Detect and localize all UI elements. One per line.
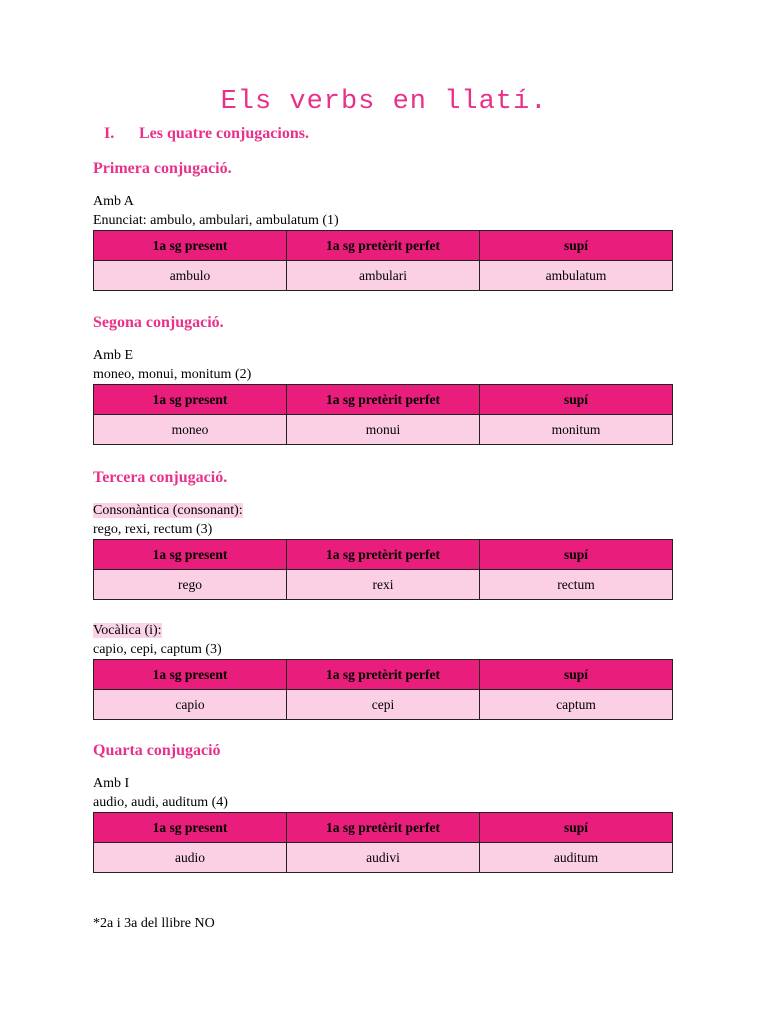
section-line-1: [93, 621, 673, 640]
conjugation-table: [93, 539, 673, 600]
section-line-2: rego, rexi, rectum (3): [93, 522, 213, 537]
document-title: Els verbs en llatí.: [220, 87, 548, 117]
conjugation-table: [93, 230, 673, 291]
table-header-row: [94, 660, 673, 690]
cell-supine: monitum: [480, 415, 673, 445]
highlighted-label: Consonàntica (consonant):: [93, 503, 243, 518]
header-perfect: 1a sg pretèrit perfet: [287, 813, 480, 843]
header-supine: supí: [480, 813, 673, 843]
header-present: 1a sg present: [94, 660, 287, 690]
section-line-1: Amb E: [93, 348, 134, 363]
header-present: 1a sg present: [94, 385, 287, 415]
cell-perfect: cepi: [287, 690, 480, 720]
cell-perfect: rexi: [287, 570, 480, 600]
table-row: [94, 843, 673, 873]
section-line-2: audio, audi, auditum (4): [93, 795, 228, 810]
header-supine: supí: [480, 385, 673, 415]
footnote: *2a i 3a del llibre NO: [93, 916, 215, 931]
section-line-2: moneo, monui, monitum (2): [93, 367, 252, 382]
header-present: 1a sg present: [94, 540, 287, 570]
cell-present: moneo: [94, 415, 287, 445]
table-header-row: [94, 813, 673, 843]
cell-supine: ambulatum: [480, 261, 673, 291]
header-present: 1a sg present: [94, 813, 287, 843]
cell-perfect: ambulari: [287, 261, 480, 291]
section-line-1: Amb A: [93, 194, 134, 209]
cell-perfect: monui: [287, 415, 480, 445]
section-line-1: [93, 501, 673, 520]
header-supine: supí: [480, 540, 673, 570]
header-perfect: 1a sg pretèrit perfet: [287, 385, 480, 415]
table-row: [94, 415, 673, 445]
section-title: Primera conjugació.: [93, 160, 232, 177]
cell-present: rego: [94, 570, 287, 600]
section-tercera-vocalica: [93, 621, 673, 720]
conjugation-table: [93, 384, 673, 445]
section-heading: [104, 124, 309, 144]
table-row: [94, 261, 673, 291]
header-supine: supí: [480, 231, 673, 261]
section-number: I.: [104, 125, 115, 142]
section-title: Tercera conjugació.: [93, 469, 228, 486]
cell-supine: rectum: [480, 570, 673, 600]
cell-perfect: audivi: [287, 843, 480, 873]
cell-present: audio: [94, 843, 287, 873]
section-line-2: capio, cepi, captum (3): [93, 642, 222, 657]
table-row: [94, 570, 673, 600]
table-header-row: [94, 231, 673, 261]
section-line-1: Amb I: [93, 776, 130, 791]
section-heading-text: Les quatre conjugacions.: [139, 125, 309, 142]
cell-supine: auditum: [480, 843, 673, 873]
section-segona: [93, 313, 673, 445]
cell-present: capio: [94, 690, 287, 720]
table-header-row: [94, 540, 673, 570]
table-row: [94, 690, 673, 720]
section-title: Segona conjugació.: [93, 314, 224, 331]
cell-present: ambulo: [94, 261, 287, 291]
header-perfect: 1a sg pretèrit perfet: [287, 660, 480, 690]
conjugation-table: [93, 812, 673, 873]
section-primera: [93, 159, 673, 291]
header-present: 1a sg present: [94, 231, 287, 261]
section-title: Quarta conjugació: [93, 742, 221, 759]
section-tercera: [93, 468, 673, 600]
header-perfect: 1a sg pretèrit perfet: [287, 231, 480, 261]
section-line-2: Enunciat: ambulo, ambulari, ambulatum (1): [93, 213, 339, 228]
conjugation-table: [93, 659, 673, 720]
highlighted-label: Vocàlica (i):: [93, 623, 162, 638]
cell-supine: captum: [480, 690, 673, 720]
header-supine: supí: [480, 660, 673, 690]
header-perfect: 1a sg pretèrit perfet: [287, 540, 480, 570]
section-quarta: [93, 741, 673, 873]
table-header-row: [94, 385, 673, 415]
